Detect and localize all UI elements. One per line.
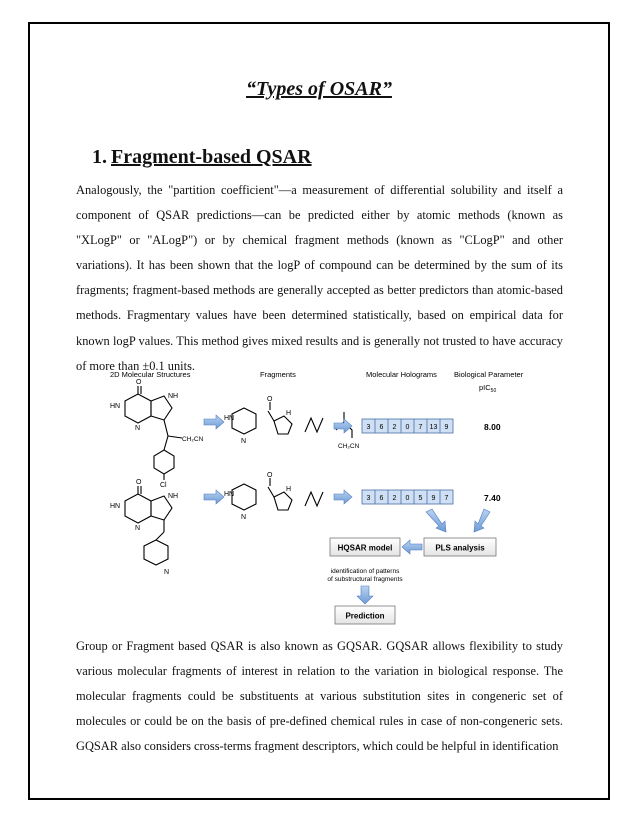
frag1-hn: HN bbox=[224, 415, 235, 422]
hologram-row-2 bbox=[362, 490, 453, 504]
arrow-row1-hologram bbox=[334, 419, 352, 433]
hqsar-figure bbox=[108, 366, 528, 638]
mol1-ch2cn: CH₂CN bbox=[182, 436, 204, 443]
section-title: Fragment-based QSAR bbox=[111, 146, 312, 168]
frag2-hn: HN bbox=[224, 491, 235, 498]
frag2-n: N bbox=[241, 514, 247, 521]
mol1-hn: HN bbox=[110, 403, 121, 410]
holo1-cell-2: 6 bbox=[379, 424, 384, 431]
holo2-cell-5: 5 bbox=[418, 495, 423, 502]
section-heading bbox=[92, 146, 312, 169]
prediction-label: Prediction bbox=[345, 611, 385, 621]
mol1-nh: NH bbox=[168, 393, 179, 400]
mol2-n-pyridine: N bbox=[164, 569, 170, 576]
identification-line-2: of substructural fragments bbox=[327, 576, 403, 583]
arrow-row1-structure bbox=[204, 415, 224, 429]
holo2-cell-1: 3 bbox=[366, 495, 371, 502]
holo2-cell-7: 7 bbox=[444, 495, 449, 502]
arrow-bio-to-pls bbox=[474, 509, 490, 532]
arrow-row2-hologram bbox=[334, 490, 352, 504]
arrow-to-prediction bbox=[357, 586, 373, 604]
col-bio-label: Biological Parameter bbox=[454, 370, 524, 379]
paragraph-1: Analogously, the "partition coefficient"—a measurement of differential solubility and itself a component of QSAR predictions—can be predicted either by atomic methods (known as "XLogP" or "ALogP") or by chemical fragment methods (known as "CLogP" and other variations). It has been shown that the logP of compound can be determined by the sum of its fragments; fragment-based methods are generally accepted as better predictors than atomic-based methods. Fragmentary values have been determined statistically, based on empirical data for known logP values. This method gives mixed results and is generally not trusted to have accuracy of more than ±0.1 units. bbox=[76, 183, 563, 373]
hqsar-model-label: HQSAR model bbox=[337, 543, 393, 553]
bio-value-row-1: 8.00 bbox=[484, 422, 501, 432]
holo2-cell-4: 0 bbox=[405, 495, 410, 502]
holo2-cell-3: 2 bbox=[392, 495, 397, 502]
frag2-h: H bbox=[286, 486, 292, 493]
mol1-n: N bbox=[135, 425, 141, 432]
identification-line-1: identification of patterns bbox=[330, 568, 400, 575]
bio-value-row-2: 7.40 bbox=[484, 493, 501, 503]
holo1-cell-7: 9 bbox=[444, 424, 449, 431]
hologram-row-1 bbox=[362, 419, 453, 433]
paragraph-2: Group or Fragment based QSAR is also known as GQSAR. GQSAR allows flexibility to study various molecular fragments of interest in relation to the variation in biological response. The molecular fragments could be substituents at various substitution sites in congeneric set of molecules or could be on the basis of pre-defined chemical rules in case of non-congeneric sets. GQSAR also considers cross-terms fragment descriptors, which could be helpful in identification bbox=[76, 639, 563, 754]
mol1-cl: Cl bbox=[160, 482, 167, 489]
molecule-1 bbox=[125, 386, 182, 480]
mol2-nh: NH bbox=[168, 493, 179, 500]
fragments-row-2 bbox=[232, 478, 323, 510]
holo1-cell-1: 3 bbox=[366, 424, 371, 431]
frag1-h: H bbox=[286, 410, 292, 417]
page-title: “Types of OSAR” bbox=[246, 78, 392, 100]
col-holograms-label: Molecular Holograms bbox=[366, 370, 437, 379]
frag1-ch2cn: CH₂CN bbox=[338, 443, 360, 450]
holo2-cell-2: 6 bbox=[379, 495, 384, 502]
frag1-o: O bbox=[267, 396, 273, 403]
mol2-hn: HN bbox=[110, 503, 121, 510]
holo2-cell-6: 9 bbox=[431, 495, 436, 502]
holo1-cell-4: 0 bbox=[405, 424, 410, 431]
arrow-row2-structure bbox=[204, 490, 224, 504]
bio-unit-label: pIC$_{50}$ bbox=[479, 383, 497, 394]
pls-analysis-label: PLS analysis bbox=[435, 543, 485, 553]
col-fragments-label: Fragments bbox=[260, 370, 296, 379]
holo1-cell-3: 2 bbox=[392, 424, 397, 431]
holo1-cell-5: 7 bbox=[418, 424, 423, 431]
holo1-cell-6: 13 bbox=[429, 424, 438, 431]
fragments-row-1 bbox=[232, 402, 352, 438]
section-number: 1. bbox=[92, 146, 107, 168]
mol1-o: O bbox=[136, 379, 142, 386]
molecule-2 bbox=[125, 486, 172, 565]
mol2-n: N bbox=[135, 525, 141, 532]
col-structures-label: 2D Molecular Structures bbox=[110, 370, 191, 379]
mol2-o: O bbox=[136, 479, 142, 486]
arrow-pls-to-hqsar bbox=[402, 540, 422, 554]
frag1-n: N bbox=[241, 438, 247, 445]
arrow-hologram-to-pls bbox=[426, 509, 446, 532]
frag2-o: O bbox=[267, 472, 273, 479]
